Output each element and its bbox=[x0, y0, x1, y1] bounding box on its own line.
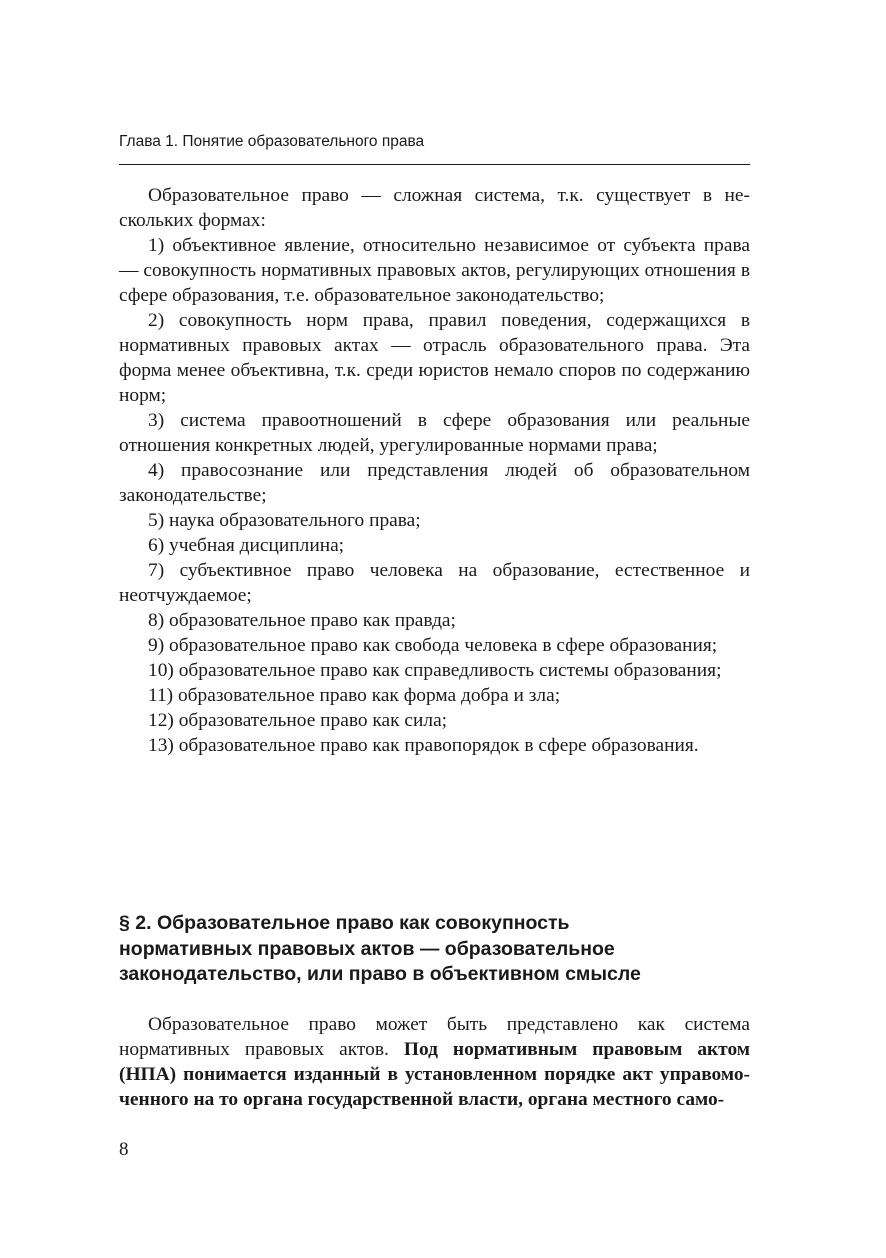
header-rule bbox=[119, 164, 750, 165]
section-paragraph-plain: Образовательное право может быть представлено как система нормативных правовых актов. bbox=[119, 1014, 750, 1060]
list-item: 9) образовательное право как свобода человека в сфере образования; bbox=[148, 635, 718, 656]
intro-lead: Образовательное право — сложная система, т.к. существует в нескольких формах: bbox=[119, 185, 750, 231]
list-item: 13) образовательное право как правопорядок в сфере образования. bbox=[148, 735, 699, 756]
section-paragraph bbox=[119, 1012, 750, 1112]
running-header: Глава 1. Понятие образовательного права bbox=[119, 133, 425, 150]
list-item: 1) объективное явление, относительно независимое от субъекта права — совокупность нормативных правовых актов, регулирующих отношения в сфере образования, т.е. образовательное законодательство; bbox=[119, 235, 750, 306]
list-item: 7) субъективное право человека на образование, естественное и неотчуждаемое; bbox=[119, 560, 750, 606]
section-heading-line: законодательство, или право в объективном смысле bbox=[119, 963, 641, 985]
list-item: 10) образовательное право как справедливость системы образования; bbox=[148, 660, 722, 681]
list-item: 2) совокупность норм права, правил поведения, содержащихся в нормативных правовых актах — отрасль образовательного права. Эта форма менее объективна, т.к. среди юристов немало споров по содержанию норм; bbox=[119, 310, 750, 406]
section-paragraph-definition: Под нормативным правовым актом (НПА) понимается изданный в установленном порядке акт управомоченного на то органа государственной власти, органа местного само- bbox=[119, 1039, 750, 1110]
book-page bbox=[119, 0, 750, 1258]
list-item: 5) наука образовательного права; bbox=[148, 510, 421, 531]
list-item: 3) система правоотношений в сфере образования или реальные отношения конкретных людей, урегулированные нормами права; bbox=[119, 410, 750, 456]
section-heading-line: § 2. Образовательное право как совокупность bbox=[119, 912, 570, 934]
list-item: 11) образовательное право как форма добра и зла; bbox=[148, 685, 561, 706]
list-item: 8) образовательное право как правда; bbox=[148, 610, 456, 631]
section-heading bbox=[119, 911, 750, 988]
list-item: 4) правосознание или представления людей об образовательном законодательстве; bbox=[119, 460, 750, 506]
list-item: 6) учебная дисциплина; bbox=[148, 535, 345, 556]
list-item: 12) образовательное право как сила; bbox=[148, 710, 448, 731]
intro-text bbox=[119, 183, 750, 758]
section-heading-line: нормативных правовых актов — образовательное bbox=[119, 937, 615, 960]
page-number: 8 bbox=[119, 1139, 129, 1160]
